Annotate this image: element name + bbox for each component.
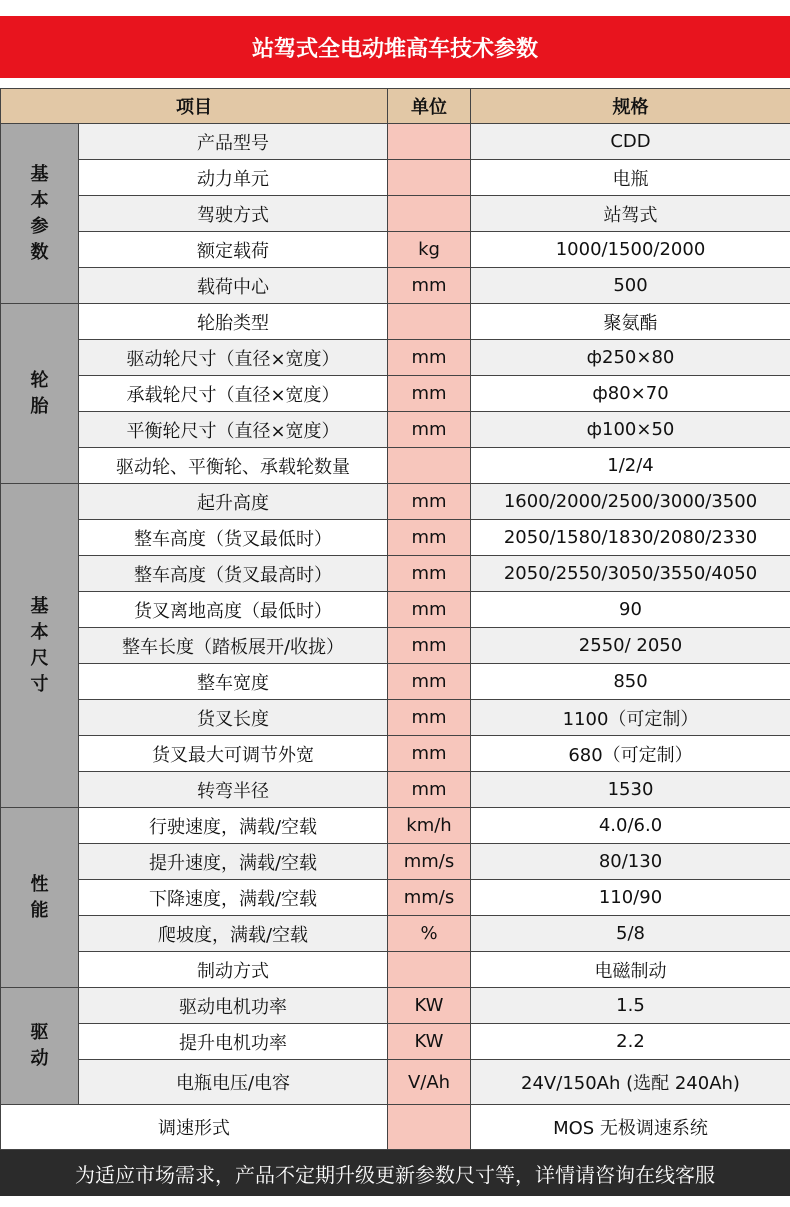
cell-spec: 电瓶 — [471, 160, 790, 196]
table-row — [1, 1060, 790, 1105]
table-row — [1, 340, 790, 376]
table-row — [1, 556, 790, 592]
cell-item: 起升高度 — [79, 484, 388, 520]
cell-item: 电瓶电压/电容 — [79, 1060, 388, 1105]
cell-unit: mm — [388, 772, 471, 808]
cell-item: 货叉离地高度（最低时） — [79, 592, 388, 628]
header-spec: 规格 — [471, 89, 790, 124]
table-row — [1, 124, 790, 160]
table-row — [1, 808, 790, 844]
group-label — [1, 808, 79, 988]
cell-spec: 110/90 — [471, 880, 790, 916]
group-label-char: 本 — [30, 189, 49, 211]
table-row — [1, 376, 790, 412]
table-row — [1, 268, 790, 304]
table-row — [1, 484, 790, 520]
table-row — [1, 412, 790, 448]
group-label-char: 胎 — [30, 395, 49, 417]
cell-item: 整车高度（货叉最低时） — [79, 520, 388, 556]
table-body — [1, 124, 790, 1150]
cell-spec: 1.5 — [471, 988, 790, 1024]
cell-spec: 850 — [471, 664, 790, 700]
cell-unit: mm — [388, 376, 471, 412]
cell-spec: 电磁制动 — [471, 952, 790, 988]
cell-spec: 1000/1500/2000 — [471, 232, 790, 268]
cell-unit: kg — [388, 232, 471, 268]
group-label-char: 寸 — [30, 673, 49, 695]
cell-item: 提升速度，满载/空载 — [79, 844, 388, 880]
cell-spec: 1530 — [471, 772, 790, 808]
footer-notice — [0, 1150, 790, 1196]
cell-item: 货叉长度 — [79, 700, 388, 736]
table-row — [1, 916, 790, 952]
cell-spec: 2050/2550/3050/3550/4050 — [471, 556, 790, 592]
table-row — [1, 988, 790, 1024]
group-label-char: 性 — [30, 873, 49, 895]
group-label — [1, 988, 79, 1105]
cell-unit — [388, 448, 471, 484]
page-title: 站驾式全电动堆高车技术参数 — [251, 36, 538, 62]
table-row — [1, 232, 790, 268]
cell-item: 承载轮尺寸（直径×宽度） — [79, 376, 388, 412]
cell-item: 制动方式 — [79, 952, 388, 988]
cell-unit: % — [388, 916, 471, 952]
cell-spec: 聚氨酯 — [471, 304, 790, 340]
cell-unit: V/Ah — [388, 1060, 471, 1105]
table-header-row — [1, 89, 790, 124]
group-label-char: 尺 — [30, 647, 49, 669]
group-label — [1, 124, 79, 304]
cell-unit — [388, 952, 471, 988]
table-row — [1, 448, 790, 484]
title-banner — [0, 16, 790, 78]
cell-item: 爬坡度，满载/空载 — [79, 916, 388, 952]
cell-unit — [388, 304, 471, 340]
cell-spec: MOS 无极调速系统 — [471, 1105, 790, 1150]
group-label-char: 能 — [30, 899, 49, 921]
group-label-char: 驱 — [30, 1022, 49, 1043]
cell-unit: mm — [388, 664, 471, 700]
cell-unit — [388, 124, 471, 160]
cell-item: 驱动电机功率 — [79, 988, 388, 1024]
table-row — [1, 1024, 790, 1060]
cell-unit: mm — [388, 484, 471, 520]
table-row — [1, 520, 790, 556]
cell-item: 轮胎类型 — [79, 304, 388, 340]
cell-spec: 1600/2000/2500/3000/3500 — [471, 484, 790, 520]
cell-unit — [388, 196, 471, 232]
cell-item: 行驶速度，满载/空载 — [79, 808, 388, 844]
table-row — [1, 880, 790, 916]
group-label-char: 基 — [30, 163, 49, 185]
table-row — [1, 952, 790, 988]
table-row — [1, 664, 790, 700]
cell-item: 动力单元 — [79, 160, 388, 196]
cell-item: 转弯半径 — [79, 772, 388, 808]
footer-text: 为适应市场需求，产品不定期升级更新参数尺寸等，详情请咨询在线客服 — [75, 1162, 715, 1187]
cell-unit: mm — [388, 412, 471, 448]
cell-spec: ф80×70 — [471, 376, 790, 412]
cell-unit: mm/s — [388, 880, 471, 916]
cell-spec: 1/2/4 — [471, 448, 790, 484]
group-label-char: 动 — [30, 1048, 49, 1069]
cell-unit: mm — [388, 268, 471, 304]
cell-unit: mm — [388, 736, 471, 772]
table-row — [1, 772, 790, 808]
table-row — [1, 160, 790, 196]
group-label-char: 基 — [30, 595, 49, 617]
cell-unit: KW — [388, 1024, 471, 1060]
group-label — [1, 484, 79, 808]
spec-table — [0, 88, 790, 1150]
table-row — [1, 1105, 790, 1150]
table-row — [1, 592, 790, 628]
cell-unit — [388, 160, 471, 196]
cell-item: 下降速度，满载/空载 — [79, 880, 388, 916]
table-row — [1, 844, 790, 880]
cell-spec: 站驾式 — [471, 196, 790, 232]
cell-unit: mm — [388, 556, 471, 592]
cell-unit: km/h — [388, 808, 471, 844]
cell-spec: CDD — [471, 124, 790, 160]
cell-item: 驱动轮、平衡轮、承载轮数量 — [79, 448, 388, 484]
cell-spec: ф250×80 — [471, 340, 790, 376]
cell-item: 整车高度（货叉最高时） — [79, 556, 388, 592]
table-row — [1, 700, 790, 736]
cell-unit: mm — [388, 340, 471, 376]
table-row — [1, 736, 790, 772]
cell-item: 平衡轮尺寸（直径×宽度） — [79, 412, 388, 448]
cell-item: 货叉最大可调节外宽 — [79, 736, 388, 772]
cell-spec: ф100×50 — [471, 412, 790, 448]
cell-spec: 500 — [471, 268, 790, 304]
cell-spec: 2.2 — [471, 1024, 790, 1060]
cell-item: 额定载荷 — [79, 232, 388, 268]
group-label-char: 数 — [30, 241, 49, 263]
cell-unit: mm — [388, 520, 471, 556]
cell-spec: 80/130 — [471, 844, 790, 880]
cell-item: 调速形式 — [1, 1105, 388, 1150]
cell-item: 产品型号 — [79, 124, 388, 160]
cell-unit: mm — [388, 592, 471, 628]
cell-item: 驾驶方式 — [79, 196, 388, 232]
table-row — [1, 196, 790, 232]
cell-item: 驱动轮尺寸（直径×宽度） — [79, 340, 388, 376]
group-label-char: 轮 — [30, 369, 49, 391]
cell-spec: 2050/1580/1830/2080/2330 — [471, 520, 790, 556]
table-row — [1, 628, 790, 664]
cell-spec: 680（可定制） — [471, 736, 790, 772]
cell-spec: 5/8 — [471, 916, 790, 952]
cell-item: 提升电机功率 — [79, 1024, 388, 1060]
cell-spec: 24V/150Ah (选配 240Ah) — [471, 1060, 790, 1105]
cell-item: 载荷中心 — [79, 268, 388, 304]
header-unit: 单位 — [388, 89, 471, 124]
group-label-char: 本 — [30, 621, 49, 643]
header-item: 项目 — [1, 89, 388, 124]
cell-spec: 1100（可定制） — [471, 700, 790, 736]
cell-spec: 90 — [471, 592, 790, 628]
cell-unit — [388, 1105, 471, 1150]
cell-item: 整车长度（踏板展开/收拢） — [79, 628, 388, 664]
cell-spec: 4.0/6.0 — [471, 808, 790, 844]
cell-unit: mm — [388, 700, 471, 736]
cell-unit: mm/s — [388, 844, 471, 880]
group-label-char: 参 — [30, 215, 49, 237]
cell-item: 整车宽度 — [79, 664, 388, 700]
table-row — [1, 304, 790, 340]
cell-unit: KW — [388, 988, 471, 1024]
cell-unit: mm — [388, 628, 471, 664]
cell-spec: 2550/ 2050 — [471, 628, 790, 664]
group-label — [1, 304, 79, 484]
